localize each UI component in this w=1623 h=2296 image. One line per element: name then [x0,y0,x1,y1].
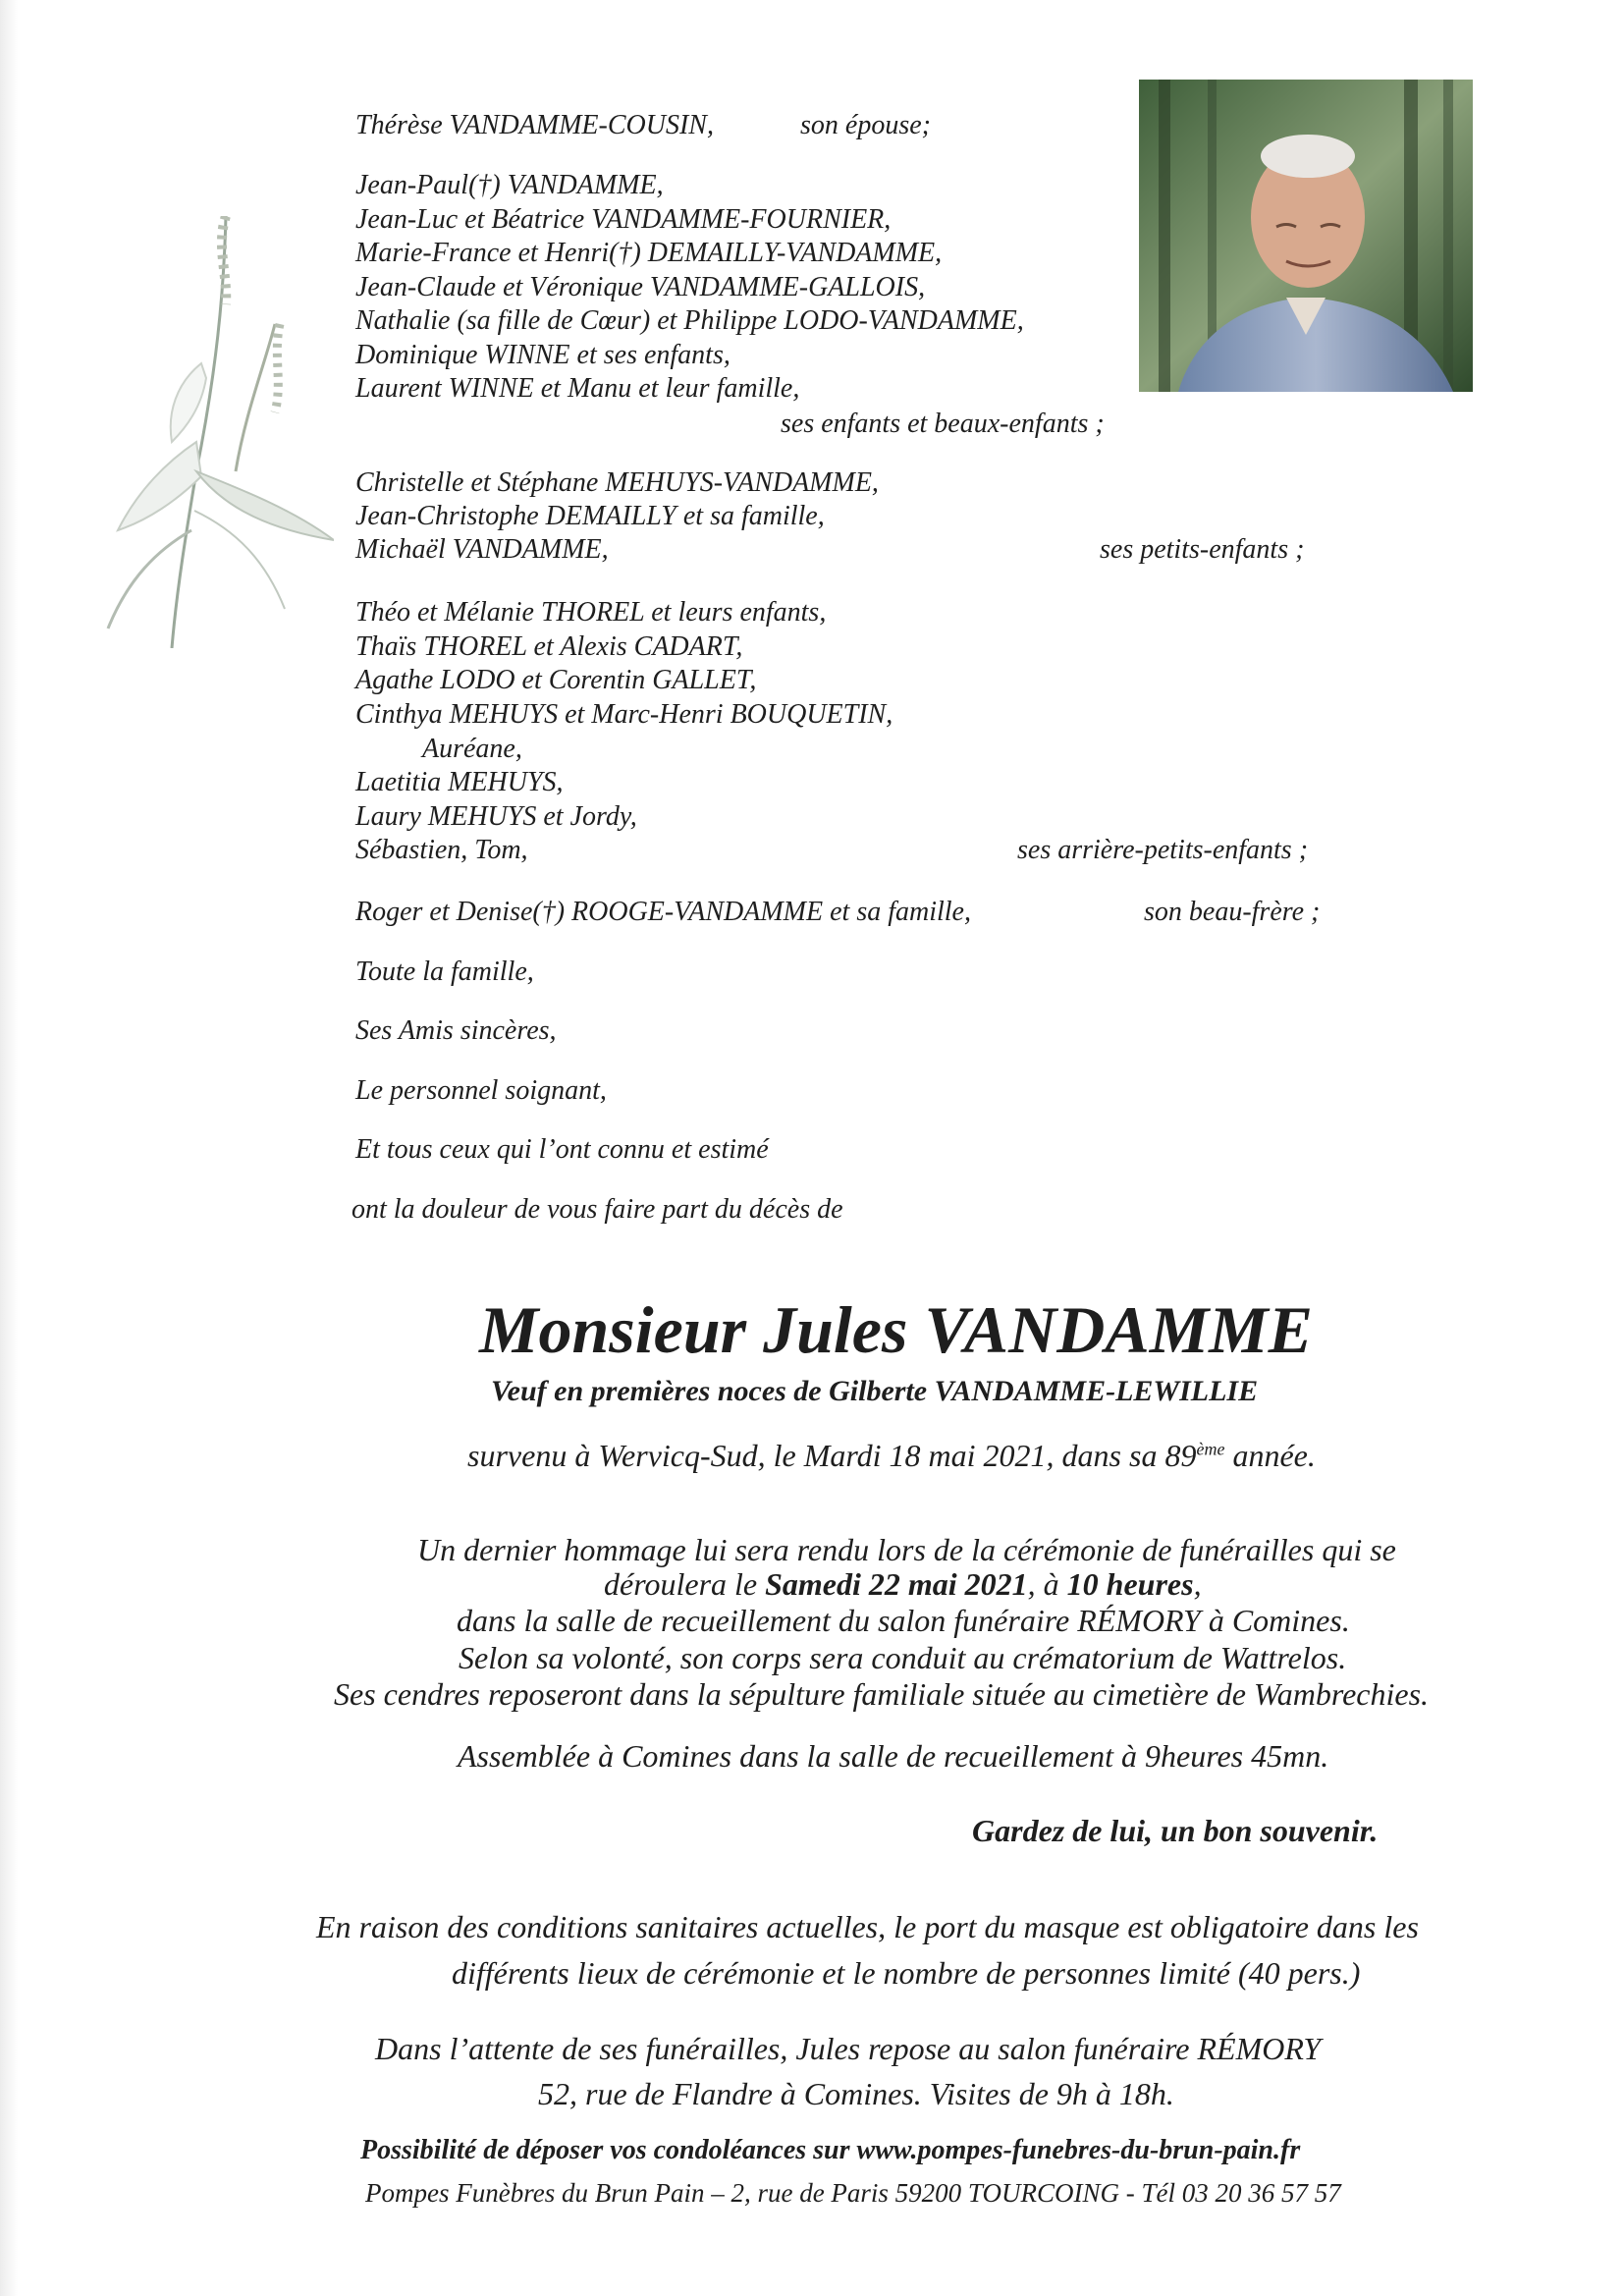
sanitary-line-2: différents lieux de cérémonie et le nombre de personnes limité (40 pers.) [452,1955,1361,1991]
list-item: Théo et Mélanie THOREL et leurs enfants, [355,597,827,628]
spouse-name: Thérèse VANDAMME-COUSIN, [355,110,714,140]
list-item: Laetitia MEHUYS, [355,767,564,797]
list-item: Jean-Christophe DEMAILLY et sa famille, [355,501,825,531]
repose-line-2: 52, rue de Flandre à Comines. Visites de 9h à 18h. [538,2076,1174,2111]
spouse-role: son épouse; [800,110,931,140]
friends-line: Ses Amis sincères, [355,1015,557,1046]
ceremony-line-2-prefix: déroulera le [604,1566,766,1602]
caregivers-line: Le personnel soignant, [355,1075,607,1106]
death-prefix: survenu à Wervicq-Sud, le Mardi 18 mai 2021, dans sa 89 [467,1438,1197,1473]
ceremony-time: 10 heures [1066,1566,1194,1602]
list-item: Cinthya MEHUYS et Marc-Henri BOUQUETIN, [355,699,893,730]
death-suffix: année. [1224,1438,1316,1473]
footer-line: Pompes Funèbres du Brun Pain – 2, rue de Paris 59200 TOURCOING - Tél 03 20 36 57 57 [365,2178,1341,2208]
lily-illustration [79,216,334,648]
death-superscript: ème [1196,1439,1225,1459]
ceremony-line-5: Ses cendres reposeront dans la sépulture familiale située au cimetière de Wambrechies. [334,1676,1430,1712]
acquaintances-line: Et tous ceux qui l’ont connu et estimé [355,1134,769,1165]
great-grandchildren-role: ses arrière-petits-enfants ; [1017,835,1309,865]
portrait-photo [1139,80,1473,392]
list-item: Jean-Claude et Véronique VANDAMME-GALLOIS, [355,272,926,302]
ceremony-line-2 [604,1568,1202,1600]
sanitary-line-1: En raison des conditions sanitaires actuelles, le port du masque est obligatoire dans les [316,1909,1419,1944]
ceremony-line-2-suffix: , [1193,1566,1202,1602]
list-item: Dominique WINNE et ses enfants, [355,340,730,370]
list-item: Marie-France et Henri(†) DEMAILLY-VANDAMME, [355,238,943,268]
list-item: Nathalie (sa fille de Cœur) et Philippe LODO-VANDAMME, [355,305,1024,336]
list-item: Thaïs THOREL et Alexis CADART, [355,631,743,662]
brother-in-law-name: Roger et Denise(†) ROOGE-VANDAMME et sa famille, [355,897,971,927]
souvenir-line: Gardez de lui, un bon souvenir. [972,1813,1379,1848]
assembly-line: Assemblée à Comines dans la salle de recueillement à 9heures 45mn. [458,1738,1329,1774]
ceremony-date: Samedi 22 mai 2021 [765,1566,1028,1602]
grandchildren-role: ses petits-enfants ; [1100,534,1305,565]
repose-line-1: Dans l’attente de ses funérailles, Jules repose au salon funéraire RÉMORY [375,2031,1322,2066]
list-item: Laurent WINNE et Manu et leur famille, [355,373,800,404]
list-item: Sébastien, Tom, [355,835,528,865]
brother-in-law-role: son beau-frère ; [1144,897,1321,927]
death-line [467,1440,1316,1471]
list-item: Jean-Luc et Béatrice VANDAMME-FOURNIER, [355,204,892,235]
list-item: Laury MEHUYS et Jordy, [355,801,637,832]
children-role: ses enfants et beaux-enfants ; [781,409,1105,439]
list-item: Michaël VANDAMME, [355,534,609,565]
condolences-line: Possibilité de déposer vos condoléances sur www.pompes-funebres-du-brun-pain.fr [360,2135,1301,2165]
paper-edge [0,0,18,2296]
list-item: Agathe LODO et Corentin GALLET, [355,665,757,695]
announcement-line: ont la douleur de vous faire part du décès de [352,1194,843,1225]
list-item: Christelle et Stéphane MEHUYS-VANDAMME, [355,467,879,498]
ceremony-line-2-mid: , à [1027,1566,1067,1602]
list-item: Auréane, [422,734,522,764]
ceremony-line-3: dans la salle de recueillement du salon funéraire RÉMORY à Comines. [457,1603,1350,1638]
widower-line: Veuf en premières noces de Gilberte VANDAMME-LEWILLIE [491,1375,1259,1407]
deceased-name: Monsieur Jules VANDAMME [479,1292,1313,1367]
ceremony-line-4: Selon sa volonté, son corps sera conduit au crématorium de Wattrelos. [459,1640,1347,1675]
list-item: Jean-Paul(†) VANDAMME, [355,170,664,200]
family-line: Toute la famille, [355,957,534,987]
ceremony-line-1: Un dernier hommage lui sera rendu lors de la cérémonie de funérailles qui se [417,1532,1396,1567]
